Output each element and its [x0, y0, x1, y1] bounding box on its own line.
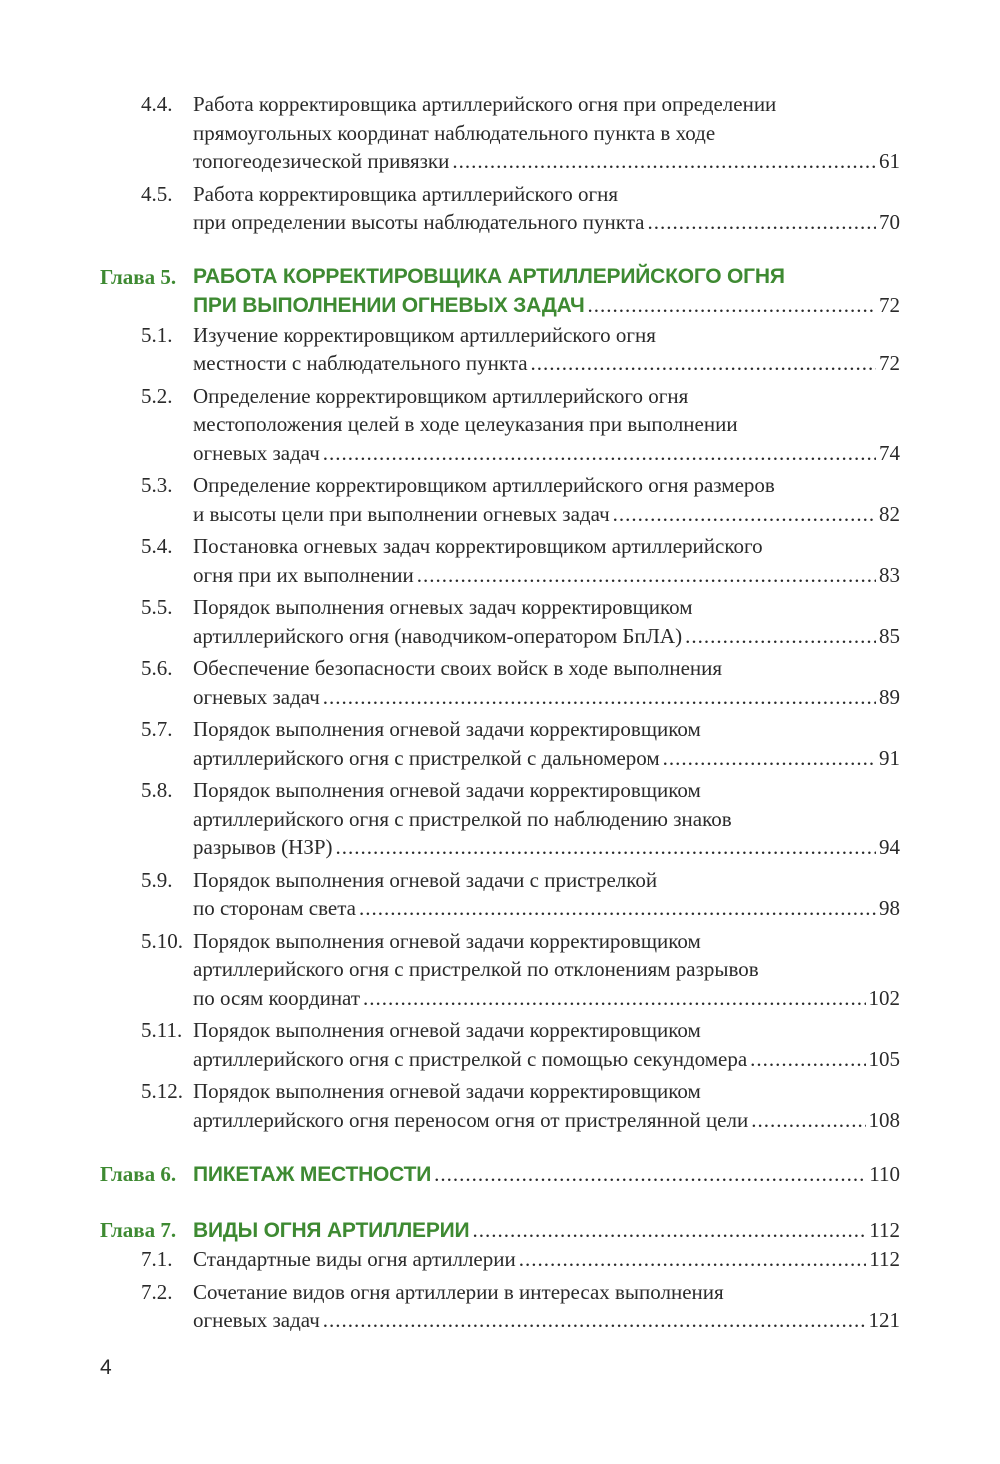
dot-leader [323, 439, 876, 468]
entry-text-line: Порядок выполнения огневых задач корректировщиком [193, 595, 693, 619]
dot-leader [363, 984, 865, 1013]
page-number: 105 [868, 1046, 900, 1071]
dot-leader [647, 208, 876, 237]
page-number: 74 [879, 440, 900, 465]
toc-entry-5-12[interactable] [141, 1077, 900, 1134]
dot-leader [750, 1045, 865, 1074]
toc-entry-5-5[interactable] [141, 593, 900, 650]
chapter-number: Глава 7. [100, 1217, 177, 1242]
chapter-title-line: ПРИ ВЫПОЛНЕНИИ ОГНЕВЫХ ЗАДАЧ [193, 294, 585, 317]
page-number: 110 [869, 1162, 900, 1186]
page-number: 85 [879, 623, 900, 648]
entry-text-line: местности с наблюдательного пункта [193, 351, 528, 375]
dot-leader [472, 1216, 866, 1245]
entry-text-line: артиллерийского огня (наводчиком-оператором БпЛА) [193, 623, 683, 648]
dot-leader [685, 622, 876, 651]
entry-text-line: Порядок выполнения огневой задачи корректировщиком [193, 1018, 701, 1042]
toc-entry-5-7[interactable] [141, 715, 900, 772]
table-of-contents [0, 90, 1000, 1335]
entry-text-line: Работа корректировщика артиллерийского огня [193, 181, 619, 206]
entry-text-line: огневых задач [193, 684, 320, 709]
page-number: 61 [879, 149, 900, 173]
dot-leader [531, 349, 876, 378]
dot-leader [323, 1306, 866, 1335]
page-number: 108 [868, 1107, 900, 1132]
dot-leader [417, 561, 876, 590]
dot-leader [336, 833, 876, 862]
toc-entry-5-6[interactable] [141, 654, 900, 711]
toc-chapter-5[interactable] [100, 263, 900, 321]
chapter-title-line: РАБОТА КОРРЕКТИРОВЩИКА АРТИЛЛЕРИЙСКОГО ОГНЯ [193, 264, 785, 288]
entry-text-line: Сочетание видов огня артиллерии в интересах выполнения [193, 1279, 724, 1304]
entry-text-line: по осям координат [193, 985, 361, 1010]
toc-entry-5-8[interactable] [141, 776, 900, 862]
section-number: 5.7. [141, 717, 173, 741]
toc-chapter-7[interactable] [100, 1216, 900, 1246]
page-number: 70 [879, 210, 900, 234]
section-number: 5.12. [141, 1079, 183, 1103]
section-number: 5.3. [141, 473, 173, 497]
toc-entry-7-1[interactable] [141, 1245, 900, 1274]
entry-text-line: местоположения целей в ходе целеуказания при выполнении [193, 412, 738, 436]
page-number: 112 [869, 1217, 900, 1242]
chapter-number: Глава 5. [100, 264, 177, 289]
entry-text-line: артиллерийского огня переносом огня от пристрелянной цели [193, 1107, 749, 1132]
entry-text-line: Постановка огневых задач корректировщиком артиллерийского [193, 534, 763, 558]
page-folio: 4 [100, 1356, 112, 1379]
entry-text-line: огневых задач [193, 1308, 320, 1332]
page-number: 98 [879, 896, 900, 920]
toc-entry-7-2[interactable] [141, 1278, 900, 1335]
dot-leader [452, 147, 876, 176]
entry-text-line: Определение корректировщиком артиллерийского огня размеров [193, 473, 775, 497]
page-number: 94 [879, 835, 900, 859]
toc-entry-4-4[interactable] [141, 90, 900, 176]
dot-leader [434, 1160, 866, 1189]
entry-text-line: огня при их выполнении [193, 562, 414, 587]
chapter-title-line: ПИКЕТАЖ МЕСТНОСТИ [193, 1163, 432, 1186]
entry-text-line: Работа корректировщика артиллерийского огня при определении [193, 92, 777, 116]
entry-text-line: огневых задач [193, 440, 320, 465]
section-number: 5.4. [141, 534, 173, 558]
toc-entry-4-5[interactable] [141, 180, 900, 237]
chapter-number: Глава 6. [100, 1162, 177, 1186]
section-number: 7.2. [141, 1279, 173, 1304]
section-number: 5.6. [141, 656, 173, 680]
section-number: 5.8. [141, 778, 173, 802]
entry-text-line: Порядок выполнения огневой задачи корректировщиком [193, 778, 701, 802]
entry-text-line: разрывов (НЗР) [193, 835, 333, 859]
dot-leader [323, 683, 876, 712]
page-number: 102 [868, 985, 900, 1010]
entry-text-line: Порядок выполнения огневой задачи корректировщиком [193, 928, 701, 953]
toc-entry-5-1[interactable] [141, 321, 900, 378]
section-number: 7.1. [141, 1247, 173, 1271]
entry-text-line: Изучение корректировщиком артиллерийского огня [193, 322, 656, 347]
toc-entry-5-2[interactable] [141, 382, 900, 468]
entry-text-line: Определение корректировщиком артиллерийского огня [193, 383, 689, 408]
entry-text-line: топогеодезической привязки [193, 149, 450, 173]
entry-text-line: Стандартные виды огня артиллерии [193, 1247, 516, 1271]
page-number: 83 [879, 562, 900, 587]
page-number: 89 [879, 684, 900, 709]
page-number: 82 [879, 501, 900, 526]
section-number: 5.2. [141, 383, 173, 408]
entry-text-line: артиллерийского огня с пристрелкой с помощью секундомера [193, 1046, 748, 1071]
entry-text-line: Порядок выполнения огневой задачи с пристрелкой [193, 867, 658, 892]
entry-text-line: прямоугольных координат наблюдательного пункта в ходе [193, 120, 716, 145]
section-number: 4.5. [141, 181, 173, 206]
dot-leader [519, 1245, 867, 1274]
page-number: 72 [879, 351, 900, 375]
page-number: 121 [868, 1308, 900, 1332]
dot-leader [663, 744, 876, 773]
section-number: 5.5. [141, 595, 173, 619]
section-number: 4.4. [141, 92, 173, 116]
entry-text-line: по сторонам света [193, 896, 356, 920]
toc-entry-5-3[interactable] [141, 471, 900, 528]
entry-text-line: артиллерийского огня с пристрелкой по отклонениям разрывов [193, 957, 759, 981]
dot-leader [359, 894, 876, 923]
toc-entry-5-4[interactable] [141, 532, 900, 589]
entry-text-line: и высоты цели при выполнении огневых задач [193, 501, 610, 526]
toc-entry-5-11[interactable] [141, 1016, 900, 1073]
section-number: 5.10. [141, 928, 183, 953]
section-number: 5.11. [141, 1018, 183, 1042]
section-number: 5.1. [141, 322, 173, 347]
entry-text-line: при определении высоты наблюдательного пункта [193, 210, 645, 234]
toc-entry-5-9[interactable] [141, 866, 900, 923]
page-number: 112 [869, 1247, 900, 1271]
entry-text-line: Порядок выполнения огневой задачи корректировщиком [193, 1079, 701, 1103]
toc-entry-5-10[interactable] [141, 927, 900, 1013]
section-number: 5.9. [141, 867, 173, 892]
page-number: 91 [879, 745, 900, 770]
page-number: 72 [879, 293, 900, 317]
dot-leader [588, 291, 876, 320]
dot-leader [613, 500, 876, 529]
chapter-title-line: ВИДЫ ОГНЯ АРТИЛЛЕРИИ [193, 1218, 470, 1242]
toc-chapter-6[interactable] [100, 1160, 900, 1190]
entry-text-line: Обеспечение безопасности своих войск в ходе выполнения [193, 656, 723, 680]
entry-text-line: артиллерийского огня с пристрелкой по наблюдению знаков [193, 806, 732, 831]
entry-text-line: Порядок выполнения огневой задачи корректировщиком [193, 717, 701, 741]
dot-leader [751, 1106, 865, 1135]
entry-text-line: артиллерийского огня с пристрелкой с дальномером [193, 745, 660, 770]
